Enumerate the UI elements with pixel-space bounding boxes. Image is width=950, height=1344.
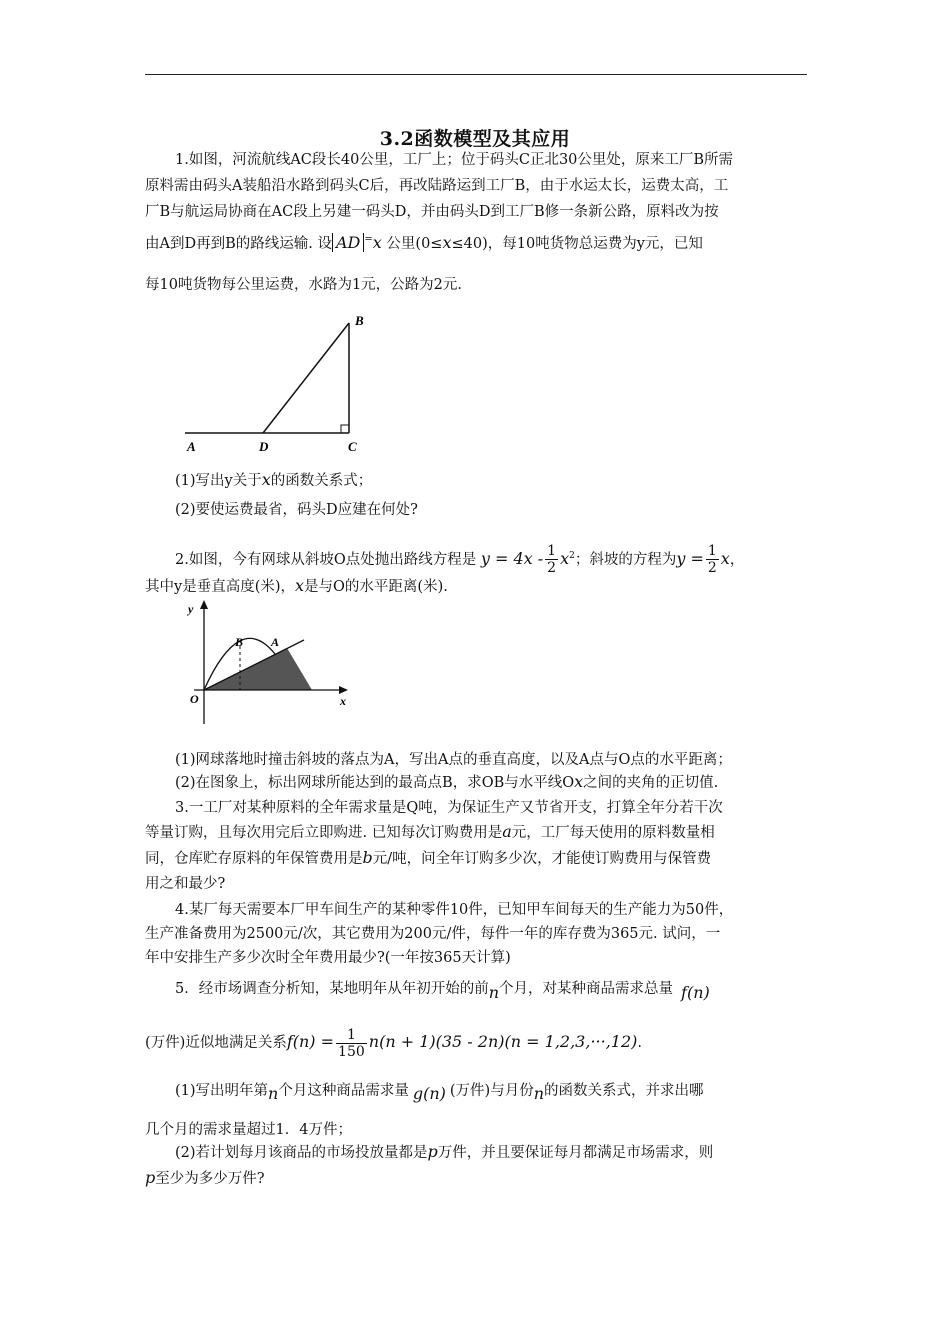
p3-line1: 3.一工厂对某种原料的全年需求量是Q吨，为保证生产又节省开支，打算全年分若干次 (175, 800, 723, 816)
p5-q1-c: (万件)与月份 (449, 1083, 534, 1099)
fig2-x-arrow (339, 686, 348, 694)
p5-question1-cont: 几个月的需求量超过1．4万件； (145, 1122, 352, 1138)
header-rule (145, 74, 807, 75)
p5-q2-p: p (427, 1142, 438, 1161)
p1-line1: 1.如图，河流航线AC段长40公里，工厂上；位于码头C正北30公里处，原来工厂B所需 (175, 152, 734, 168)
p2-eq2-den: 2 (707, 560, 717, 577)
p1-question2: (2)要使运费最省，码头D应建在何处? (175, 502, 418, 518)
fig2-shaded-region (204, 648, 312, 690)
p3-line3 (145, 848, 711, 869)
p5-q1-n: n (268, 1084, 279, 1103)
fig2-label-o: O (190, 692, 199, 706)
p2-line1-a: 2.如图，今有网球从斜坡O点处抛出路线方程是 (175, 551, 477, 568)
p3-line2-a: 等量订购，且每次用完后立即购进. 已知每次订购费用是 (145, 825, 503, 841)
p5-line2 (145, 1022, 642, 1063)
p5-eq-lhs: f(n) = (286, 1032, 335, 1051)
p5-eq-den: 150 (338, 1043, 365, 1060)
p2-line2-b: 是与O的水平距离(米). (304, 579, 448, 595)
p3-b: b (362, 848, 373, 867)
p3-line2 (145, 822, 715, 843)
p5-q1-a: (1)写出明年第 (175, 1083, 269, 1099)
p2-eq2-lhs: y = (676, 548, 704, 568)
p5-line2-c: . (637, 1035, 642, 1051)
p1-line4 (145, 230, 703, 254)
fig1-label-b: B (355, 313, 364, 328)
p5-eq-frac (336, 1027, 367, 1060)
fig1-right-angle-mark (341, 425, 349, 433)
p2-q2-a: (2)在图象上，标出网球所能达到的最高点B，求OB与水平线O (175, 775, 575, 791)
p2-eq1-x: x (560, 548, 570, 568)
p3-line3-c: 元/吨，问全年订购多少次，才能使订购费用与保管费 (372, 851, 712, 867)
p5-q1-b: 个月这种商品需求量 (278, 1083, 409, 1099)
fig2-y-arrow (200, 600, 208, 609)
p4-line3: 年中安排生产多少次时全年费用最少?(一年按365天计算) (145, 950, 511, 966)
fig1-line-db (263, 323, 349, 433)
p2-eq1-sup: 2 (569, 551, 575, 561)
p5-eq-num: 1 (336, 1027, 367, 1044)
p1-q1-a: (1)写出y关于 (175, 473, 262, 489)
p2-q2-b: 之间的夹角的正切值. (583, 775, 719, 791)
fig2-label-y: y (188, 602, 194, 616)
p5-line2-a: (万件)近似地满足关系 (145, 1035, 287, 1051)
p5-question2 (175, 1142, 713, 1163)
p2-question1: (1)网球落地时撞击斜坡的落点为A，写出A点的垂直高度，以及A点与O点的水平距离； (175, 752, 732, 768)
p5-q1-d: 的函数关系式，并求出哪 (544, 1083, 704, 1099)
p1-line4-a: 由A到D再到B的路线运输. 设 (145, 235, 332, 252)
fig2-label-b: B (235, 635, 244, 649)
p3-line4: 用之和最少? (145, 876, 226, 892)
p5-fn: f(n) (681, 983, 710, 1002)
p2-eq1-num: 1 (547, 543, 557, 560)
p5-line1 (175, 978, 710, 1002)
p2-eq1-lhs: y = 4x - (480, 548, 544, 568)
p2-question2 (175, 772, 718, 793)
p2-eq2-frac (706, 543, 719, 576)
p5-eq-rhs: n(n + 1)(35 - 2n)(n = 1,2,3,···,12) (368, 1032, 638, 1051)
p5-question2-cont (145, 1168, 265, 1189)
fig2-label-a: A (271, 635, 280, 649)
p5-n: n (488, 983, 500, 1002)
p1-line4-c: ≤40)，每10吨货物总运费为y元，已知 (451, 235, 703, 252)
p3-line3-a: 同，仓库贮存原料的年保管费用是 (145, 851, 363, 867)
p2-line1 (175, 538, 744, 578)
p1-q1-b: 的函数关系式； (270, 473, 373, 489)
p2-line2 (145, 576, 448, 597)
p2-eq2-num: 1 (707, 543, 717, 560)
p2-line1-c: ， (729, 551, 745, 568)
p5-q2-c: 至少为多少万件? (155, 1171, 265, 1187)
p4-line1: 4.某厂每天需要本厂甲车间生产的某种零件10件，已知甲车间每天的生产能力为50件， (175, 902, 734, 918)
fig1-label-c: C (348, 439, 357, 454)
p2-q2-x: x (574, 772, 584, 791)
figure-2-graph (180, 600, 360, 730)
p1-q1-x: x (261, 470, 271, 489)
p2-eq2-x: x (720, 548, 730, 568)
p5-q2-a: (2)若计划每月该商品的市场投放量都是 (175, 1145, 428, 1161)
p2-eq1-den: 2 (547, 560, 557, 577)
p5-q1-n2: n (533, 1084, 545, 1103)
p2-eq1-frac (545, 543, 558, 576)
p3-line2-b: 元，工厂每天使用的原料数量相 (511, 825, 715, 841)
p1-eq: = (364, 234, 373, 245)
fig1-label-a: A (187, 439, 196, 454)
p1-x2: x (442, 232, 452, 252)
p5-line1-a: 5．经市场调查分析知，某地明年从年初开始的前 (175, 981, 489, 997)
p1-line3: 厂B与航运局协商在AC段上另建一码头D，并由码头D到工厂B修一条新公路，原料改为按 (145, 204, 719, 220)
p5-line1-b: 个月，对某种商品需求总量 (499, 981, 674, 997)
p2-line1-b: ；斜坡的方程为 (574, 551, 677, 568)
figure-1-triangle (175, 305, 385, 457)
p4-line2: 生产准备费用为2500元/次，其它费用为200元/件，每件一年的库存费为365元. 试问，一 (145, 926, 721, 942)
p1-x: x (372, 232, 382, 252)
p1-abs-ad: AD (332, 233, 364, 252)
p1-line5: 每10吨货物每公里运费，水路为1元，公路为2元. (145, 277, 463, 293)
p3-a: a (502, 822, 512, 841)
p1-line4-b: 公里(0≤ (386, 235, 443, 252)
p5-q2-p2: p (145, 1168, 156, 1187)
p5-question1 (175, 1080, 704, 1101)
p2-line2-a: 其中y是垂直高度(米)， (145, 579, 296, 595)
p5-q1-gn: g(n) (412, 1084, 446, 1103)
fig1-label-d: D (259, 439, 269, 454)
p5-q2-b: 万件，并且要保证每月都满足市场需求，则 (437, 1145, 714, 1161)
p1-line2: 原料需由码头A装船沿水路到码头C后，再改陆路运到工厂B，由于水运太长，运费太高，工 (145, 178, 729, 194)
page-title: 3.2函数模型及其应用 (379, 128, 571, 150)
p1-question1 (175, 470, 372, 491)
fig2-label-x: x (340, 694, 346, 708)
p2-line2-x: x (295, 576, 305, 595)
